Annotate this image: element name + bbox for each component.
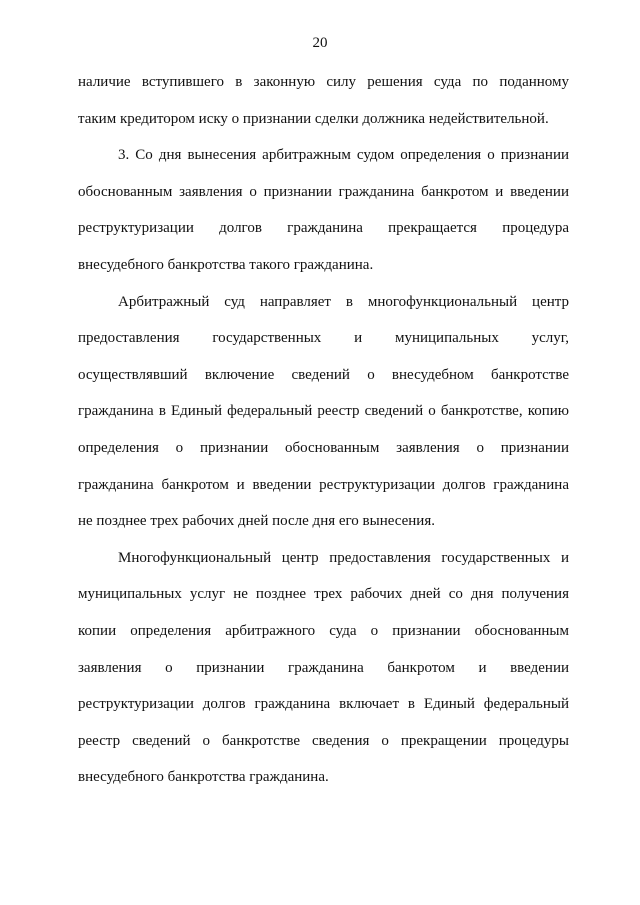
paragraph-point-3 bbox=[78, 145, 569, 291]
text-line: реструктуризации долгов гражданина прекращается процедура bbox=[78, 220, 569, 237]
text-line: определения о признании обоснованным заявления о признании bbox=[78, 439, 569, 456]
text-line: гражданина банкротом и введении реструктуризации долгов гражданина bbox=[78, 476, 569, 493]
text-line: не позднее трех рабочих дней после дня его вынесения. bbox=[78, 513, 435, 530]
document-body bbox=[78, 72, 569, 804]
text-line: гражданина в Единый федеральный реестр сведений о банкротстве, копию bbox=[78, 403, 569, 420]
text-line: Многофункциональный центр предоставления государственных и bbox=[118, 549, 569, 566]
text-line: осуществлявший включение сведений о внесудебном банкротстве bbox=[78, 366, 569, 383]
text-line: реструктуризации долгов гражданина включает в Единый федеральный bbox=[78, 696, 569, 713]
text-line: наличие вступившего в законную силу решения суда по поданному bbox=[78, 74, 569, 90]
text-line: внесудебного банкротства такого гражданина. bbox=[78, 256, 374, 273]
text-line: 3. Со дня вынесения арбитражным судом определения о признании bbox=[118, 147, 569, 164]
text-line: копии определения арбитражного суда о признании обоснованным bbox=[78, 622, 569, 639]
text-line: предоставления государственных и муниципальных услуг, bbox=[78, 330, 569, 347]
text-line: муниципальных услуг не позднее трех рабочих дней со дня получения bbox=[78, 586, 569, 603]
paragraph-mfc-action bbox=[78, 548, 569, 804]
page-number: 20 bbox=[312, 35, 328, 51]
text-line: обоснованным заявления о признании гражданина банкротом и введении bbox=[78, 183, 569, 200]
text-line: заявления о признании гражданина банкротом и введении bbox=[78, 659, 569, 676]
paragraph-continuation bbox=[78, 72, 569, 145]
text-line: таким кредитором иску о признании сделки должника недействительной. bbox=[78, 110, 549, 127]
text-line: реестр сведений о банкротстве сведения о прекращении процедуры bbox=[78, 732, 569, 749]
paragraph-court-notice bbox=[78, 292, 569, 548]
text-line: Арбитражный суд направляет в многофункциональный центр bbox=[118, 293, 569, 310]
text-line: внесудебного банкротства гражданина. bbox=[78, 769, 329, 786]
